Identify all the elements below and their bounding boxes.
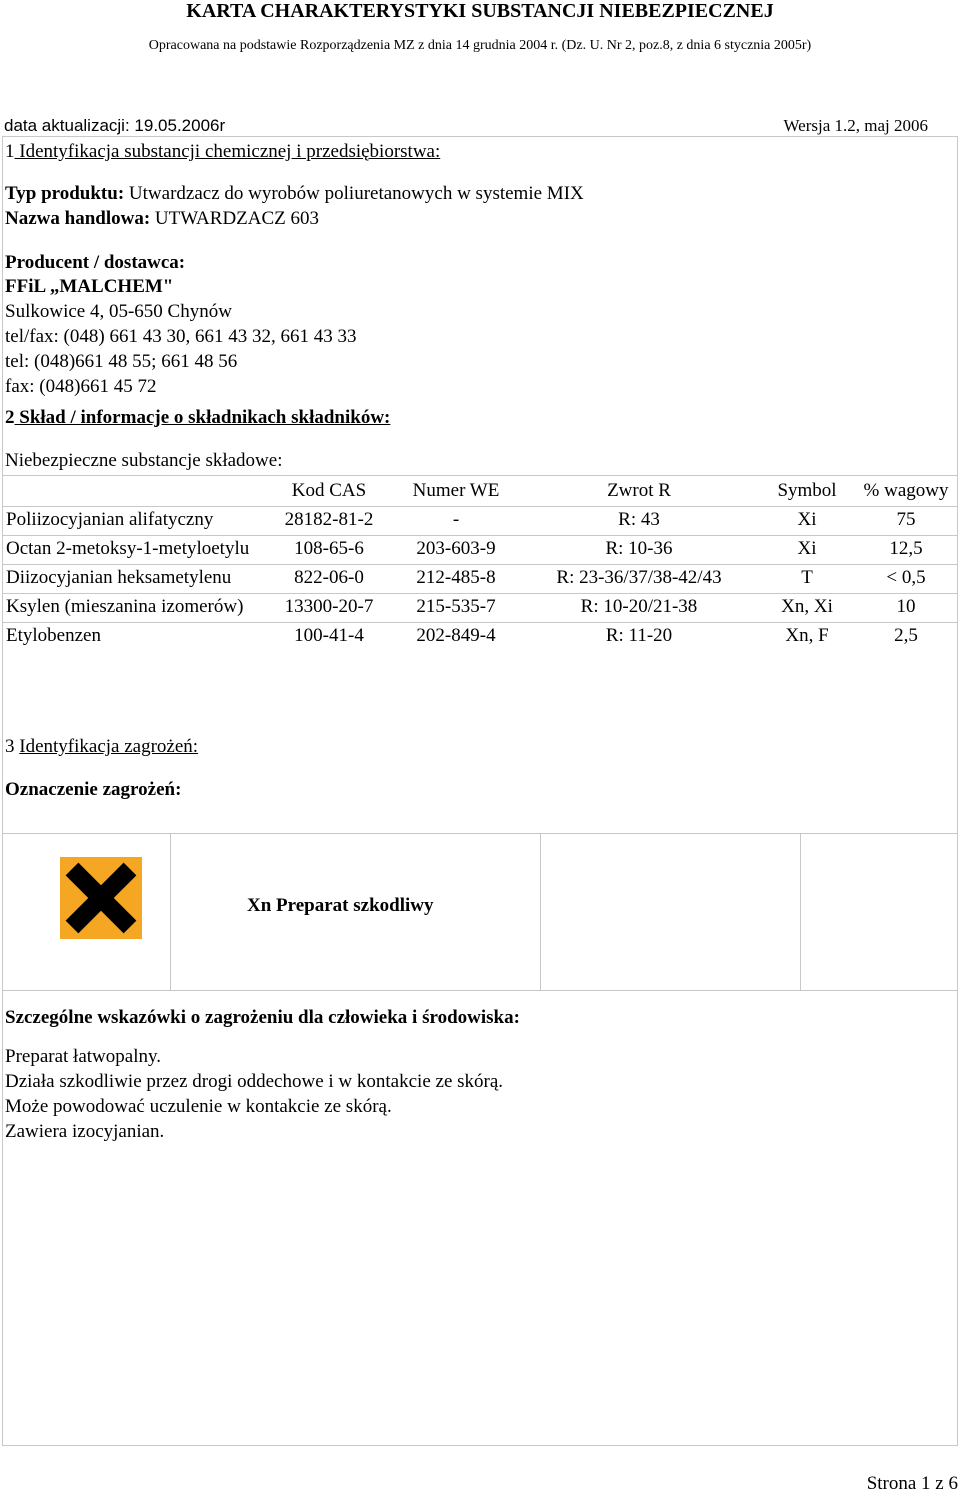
divider <box>540 833 541 990</box>
divider <box>170 833 171 990</box>
table-cell-r: R: 11-20 <box>519 623 759 652</box>
table-row <box>2 536 957 565</box>
table-cell-we: 202-849-4 <box>393 623 519 652</box>
harmful-x-icon <box>60 857 142 939</box>
company-name: FFiL „MALCHEM" <box>5 276 174 297</box>
table-header-cell: Kod CAS <box>265 476 393 507</box>
table-row <box>2 623 957 652</box>
table-cell-name: Etylobenzen <box>2 623 265 652</box>
table-cell-cas: 822-06-0 <box>265 565 393 594</box>
section-2-title: Skład / informacje o składnikach składników: <box>14 407 391 428</box>
table-row <box>2 565 957 594</box>
table-cell-we: - <box>393 507 519 536</box>
table-cell-name: Ksylen (mieszanina izomerów) <box>2 594 265 623</box>
table-row <box>2 594 957 623</box>
table-cell-cas: 28182-81-2 <box>265 507 393 536</box>
table-cell-pct: 12,5 <box>855 536 957 565</box>
table-cell-r: R: 10-36 <box>519 536 759 565</box>
hazard-symbol-text: Xn Preparat szkodliwy <box>247 895 434 916</box>
table-header-cell: Numer WE <box>393 476 519 507</box>
table-cell-name: Diizocyjanian heksametylenu <box>2 565 265 594</box>
warning-line: Działa szkodliwie przez drogi oddechowe i w kontakcie ze skórą. <box>5 1071 504 1092</box>
product-type <box>5 183 584 205</box>
table-cell-cas: 108-65-6 <box>265 536 393 565</box>
table-cell-pct: < 0,5 <box>855 565 957 594</box>
section-2-number: 2 <box>5 407 15 428</box>
hazard-marking-label: Oznaczenie zagrożeń: <box>5 779 182 800</box>
table-cell-r: R: 43 <box>519 507 759 536</box>
warning-line: Zawiera izocyjanian. <box>5 1121 165 1142</box>
table-cell-symbol: Xn, Xi <box>759 594 855 623</box>
warning-line: Preparat łatwopalny. <box>5 1046 161 1067</box>
table-cell-cas: 13300-20-7 <box>265 594 393 623</box>
table-cell-name: Poliizocyjanian alifatyczny <box>2 507 265 536</box>
hazardous-components-label: Niebezpieczne substancje składowe: <box>5 450 283 471</box>
trade-name-label: Nazwa handlowa: <box>5 208 151 229</box>
section-1-number: 1 <box>5 141 15 162</box>
table-cell-symbol: Xi <box>759 507 855 536</box>
section-3-number: 3 <box>5 736 15 757</box>
table-cell-symbol: Xn, F <box>759 623 855 652</box>
table-cell-pct: 75 <box>855 507 957 536</box>
company-address: Sulkowice 4, 05-650 Chynów <box>5 301 232 322</box>
producer-label: Producent / dostawca: <box>5 252 186 273</box>
warning-line: Może powodować uczulenie w kontakcie ze skórą. <box>5 1096 392 1117</box>
table-cell-r: R: 10-20/21-38 <box>519 594 759 623</box>
table-cell-symbol: T <box>759 565 855 594</box>
warnings-label: Szczególne wskazówki o zagrożeniu dla człowieka i środowiska: <box>5 1007 520 1028</box>
trade-name-value: UTWARDZACZ 603 <box>150 208 320 229</box>
section-3-heading <box>5 736 198 758</box>
page-number: Strona 1 z 6 <box>866 1473 958 1494</box>
document-title: KARTA CHARAKTERYSTYKI SUBSTANCJI NIEBEZPIECZNEJ <box>186 0 774 22</box>
table-header-cell: Zwrot R <box>519 476 759 507</box>
product-type-value: Utwardzacz do wyrobów poliuretanowych w systemie MIX <box>124 183 584 204</box>
section-1-heading <box>5 141 440 163</box>
table-header-cell <box>2 476 265 507</box>
divider <box>2 833 957 834</box>
company-telfax: tel/fax: (048) 661 43 30, 661 43 32, 661 43 33 <box>5 326 357 347</box>
trade-name <box>5 208 319 230</box>
document-subtitle: Opracowana na podstawie Rozporządzenia MZ z dnia 14 grudnia 2004 r. (Dz. U. Nr 2, poz.8, z dnia 6 stycznia 2005r) <box>148 38 812 53</box>
table-header-row <box>2 476 957 507</box>
update-date: data aktualizacji: 19.05.2006r <box>4 116 226 135</box>
table-cell-r: R: 23-36/37/38-42/43 <box>519 565 759 594</box>
table-cell-we: 212-485-8 <box>393 565 519 594</box>
product-type-label: Typ produktu: <box>5 183 125 204</box>
section-1-title: Identyfikacja substancji chemicznej i przedsiębiorstwa: <box>14 141 441 162</box>
table-header-cell: % wagowy <box>855 476 957 507</box>
table-header-cell: Symbol <box>759 476 855 507</box>
divider <box>800 833 801 990</box>
table-row <box>2 507 957 536</box>
version-info: Wersja 1.2, maj 2006 <box>783 116 928 135</box>
components-table <box>2 475 957 651</box>
company-tel: tel: (048)661 48 55; 661 48 56 <box>5 351 238 372</box>
table-cell-cas: 100-41-4 <box>265 623 393 652</box>
table-cell-name: Octan 2-metoksy-1-metyloetylu <box>2 536 265 565</box>
section-2-heading <box>5 407 390 429</box>
company-fax: fax: (048)661 45 72 <box>5 376 157 397</box>
divider <box>2 990 957 991</box>
table-cell-we: 215-535-7 <box>393 594 519 623</box>
section-3-title: Identyfikacja zagrożeń: <box>19 736 199 757</box>
table-cell-pct: 2,5 <box>855 623 957 652</box>
table-cell-we: 203-603-9 <box>393 536 519 565</box>
table-cell-symbol: Xi <box>759 536 855 565</box>
table-cell-pct: 10 <box>855 594 957 623</box>
